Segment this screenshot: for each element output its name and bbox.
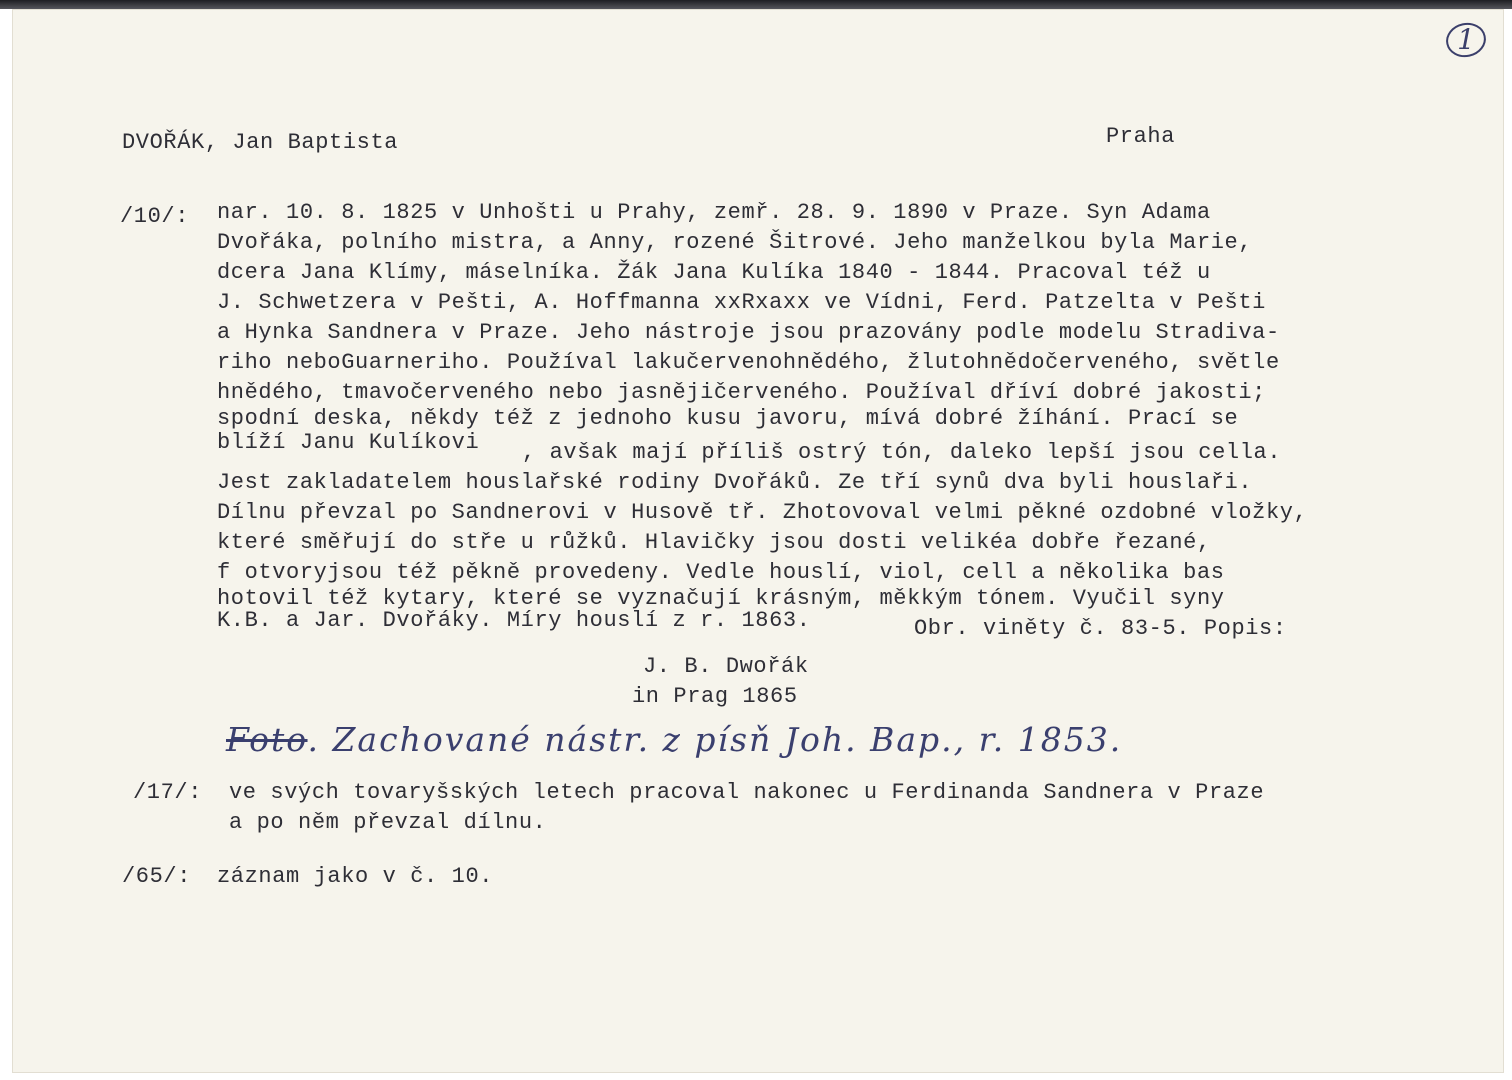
entry-10-line-1: nar. 10. 8. 1825 v Unhošti u Prahy, zemř. 28. 9. 1890 v Praze. Syn Adama <box>217 200 1211 225</box>
entry-10-line-7: hnědého, tmavočerveného nebo jasnějičerveného. Používal dříví dobré jakosti; <box>217 380 1266 405</box>
entry-10-line-14: f otvoryjsou též pěkně provedeny. Vedle houslí, viol, cell a několika bas <box>217 560 1225 585</box>
entry-10-line-11: Jest zakladatelem houslařské rodiny Dvořáků. Ze tří synů dva byli houslaři. <box>217 470 1253 495</box>
entry-17-line-2: a po něm převzal dílnu. <box>229 810 547 835</box>
entry-10-line-9: blíží Janu Kulíkovi <box>217 430 480 455</box>
entry-10-line-15: hotovil též kytary, které se vyznačují krásným, měkkým tónem. Vyučil syny <box>217 586 1225 611</box>
header-name: DVOŘÁK, Jan Baptista <box>122 130 399 155</box>
label-line-1: J. B. Dwořák <box>643 654 809 679</box>
entry-10-line-12: Dílnu převzal po Sandnerovi v Husově tř. Zhotovoval velmi pěkné ozdobné vložky, <box>217 500 1308 525</box>
scan-top-edge <box>0 0 1512 9</box>
entry-10-line-17: Obr. viněty č. 83-5. Popis: <box>914 616 1287 641</box>
entry-10-line-4: J. Schwetzera v Pešti, A. Hoffmanna xxRxaxx ve Vídni, Ferd. Patzelta v Pešti <box>217 290 1266 315</box>
page-number: 1 <box>1457 23 1475 56</box>
entry-ref-65: /65/: <box>122 864 192 889</box>
entry-10-line-6: riho neboGuarneriho. Používal lakučervenohnědého, žlutohnědočerveného, světle <box>217 350 1280 375</box>
entry-ref-17: /17/: <box>133 780 203 805</box>
entry-10-line-3: dcera Jana Klímy, máselníka. Žák Jana Kulíka 1840 - 1844. Pracoval též u <box>217 260 1211 285</box>
entry-10-line-10: , avšak mají příliš ostrý tón, daleko lepší jsou cella. <box>522 440 1282 465</box>
entry-10-line-5: a Hynka Sandnera v Praze. Jeho nástroje jsou prazovány podle modelu Stradiva- <box>217 320 1280 345</box>
handwritten-text: . Zachované nástr. z písň Joh. Bap., r. 1853. <box>307 720 1123 759</box>
entry-10-line-2: Dvořáka, polního mistra, a Anny, rozené Šitrové. Jeho manželkou byla Marie, <box>217 230 1253 255</box>
entry-10-line-16: K.B. a Jar. Dvořáky. Míry houslí z r. 1863. <box>217 608 811 633</box>
entry-65-line-1: záznam jako v č. 10. <box>217 864 494 889</box>
entry-10-line-13: které směřují do stře u růžků. Hlavičky jsou dosti velikéa dobře řezané, <box>217 530 1211 555</box>
struck-word: Foto <box>226 720 308 759</box>
circle-icon <box>1444 20 1488 60</box>
label-line-2: in Prag 1865 <box>632 684 798 709</box>
entry-17-line-1: ve svých tovaryšských letech pracoval nakonec u Ferdinanda Sandnera v Praze <box>229 780 1265 805</box>
handwritten-note <box>226 718 1122 762</box>
entry-ref-10: /10/: <box>120 204 190 229</box>
header-city: Praha <box>1106 124 1176 149</box>
entry-10-line-8: spodní deska, někdy též z jednoho kusu javoru, mívá dobré žíhání. Prací se <box>217 406 1239 431</box>
page-number-circle <box>1444 20 1488 60</box>
